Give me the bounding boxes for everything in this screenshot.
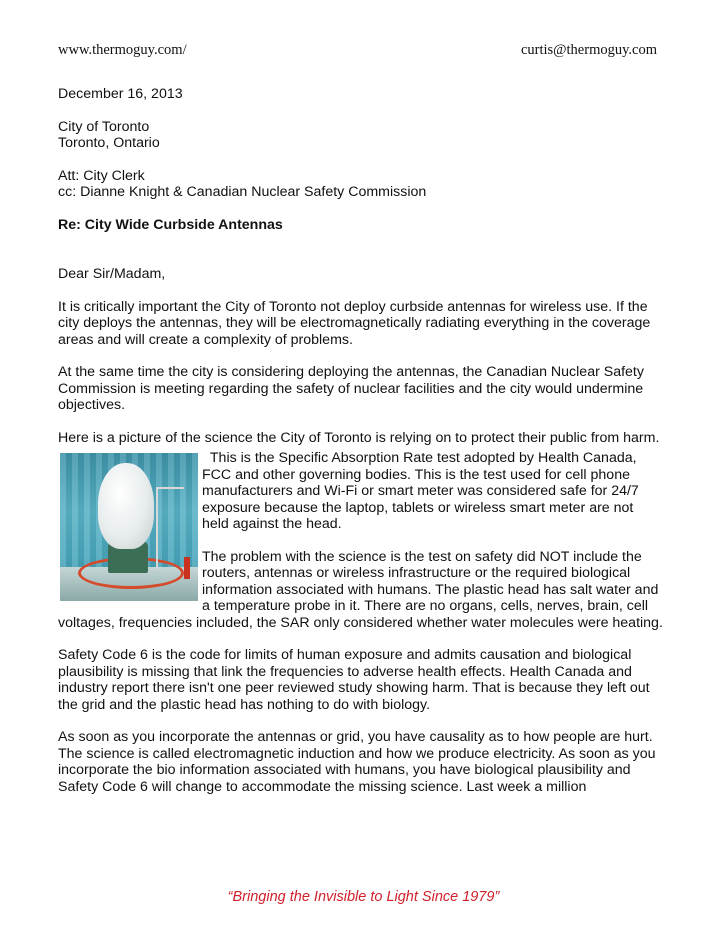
- paragraph-6: Safety Code 6 is the code for limits of human exposure and admits causation and biological plausibility is missing that link the frequencies to adverse health effects. Health Canada and industry report there isn't one peer reviewed study showing harm. That is because they left out the grid and the plastic head has nothing to do with biology.: [58, 647, 650, 713]
- cc-line: cc: Dianne Knight & Canadian Nuclear Safety Commission: [58, 184, 427, 200]
- letter-body: [58, 86, 664, 795]
- paragraph-1: It is critically important the City of Toronto not deploy curbside antennas for wireless use. If the city deploys the antennas, they will be electromagnetically radiating everything in the coverage areas and will create a complexity of problems.: [58, 298, 651, 348]
- letterhead: [58, 42, 657, 62]
- attention-line: Att: City Clerk: [58, 167, 145, 184]
- sar-figure-block: [58, 450, 664, 631]
- letter-date: December 16, 2013: [58, 86, 183, 102]
- paragraph-7: As soon as you incorporate the antennas or grid, you have causality as to how people are hurt. The science is called electromagnetic induction and how we produce electricity. As soon as you incorporate the bio information associated with humans, you have biological plausibility and Safety Code 6 will change to accommodate the missing science. Last week a million: [58, 729, 656, 795]
- subject-line: Re: City Wide Curbside Antennas: [58, 216, 283, 233]
- phantom-head-icon: [98, 463, 154, 549]
- paragraph-5: The problem with the science is the test on safety did NOT include the routers, antennas or wireless infrastructure or the required biological information associated with humans. The plastic head has salt water and a temperature probe in it. There are no organs, cells, nerves, brain, cell voltages, frequencies included, the SAR only considered whether water molecules were heating.: [58, 548, 663, 631]
- sar-test-photo: [60, 453, 198, 601]
- paragraph-4: This is the Specific Absorption Rate test adopted by Health Canada, FCC and other governing bodies. This is the test used for cell phone manufacturers and Wi-Fi or smart meter was considered safe for 24/7 exposure because the laptop, tablets or wireless smart meter are not held against the head.: [202, 450, 639, 532]
- paragraph-2: At the same time the city is considering deploying the antennas, the Canadian Nuclear Safety Commission is meeting regarding the safety of nuclear facilities and the city would undermine objectives.: [58, 364, 644, 413]
- recipient-line-2: Toronto, Ontario: [58, 135, 160, 151]
- paragraph-3: Here is a picture of the science the City of Toronto is relying on to protect their public from harm.: [58, 429, 660, 446]
- website-link[interactable]: www.thermoguy.com/: [58, 42, 187, 58]
- footer-tagline: “Bringing the Invisible to Light Since 1979”: [227, 889, 500, 905]
- email-link[interactable]: curtis@thermoguy.com: [520, 42, 657, 58]
- recipient-line-1: City of Toronto: [58, 118, 150, 135]
- salutation: Dear Sir/Madam,: [58, 266, 166, 282]
